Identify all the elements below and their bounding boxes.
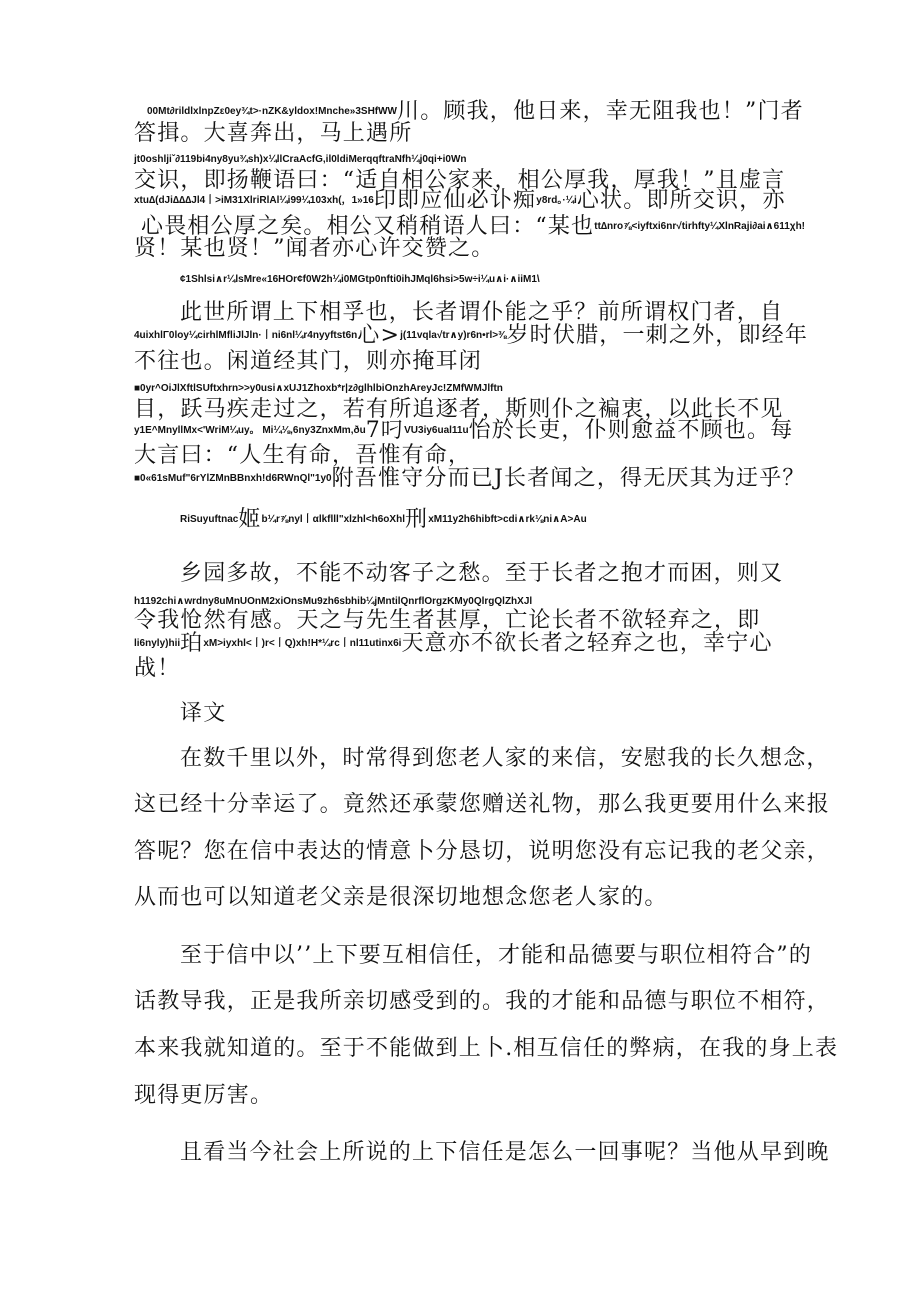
text-line: 从而也可以知道老父亲是很深切地想念您老人家的。	[134, 885, 668, 910]
garbled-line: ■0yr^OiJlXftlSUftxhrn>>y0usi∧xUJ1Zhoxb*r|z∂glhlbiOnzhAreyJc!ZMfWMJlftn	[134, 383, 503, 394]
text-run: 心畏相公厚之矣。相公又稍稍语人曰：“某也	[141, 214, 595, 239]
text-line: 不往也。闲道经其门，则亦掩耳闭	[134, 349, 483, 374]
text-run: 印即应仙必讣痴	[373, 188, 537, 213]
garbled-line: h1192chi∧wrdny8uMnUOnM2xiOnsMu9zh6sbhib¼jMntilQnrflOrgzKMy0QlrgQlZhXJl	[134, 596, 533, 607]
text-run: 心>	[357, 323, 401, 348]
text-line	[134, 420, 793, 442]
text-line: 交识，即扬鞭语曰：“适自相公家来，相公厚我，厚我！”且虚言	[134, 168, 786, 193]
garbled-text: RiSuyuftnac	[180, 514, 239, 525]
text-run: 川。顾我，他日来，幸无阻我也！”门者	[397, 99, 804, 124]
text-line	[147, 101, 804, 123]
text-run: 天意亦不欲长者之轻弃之也，幸宁心	[401, 631, 773, 656]
text-line: 目，跃马疾走过之，若有所追逐者，斯则仆之褊衷，以此长不见	[134, 397, 784, 422]
garbled-text: y1E^MnyllMx<'WriM¼uy。 Mi¼⅛,6ny3ZnxMm,ðu	[134, 425, 366, 436]
garbled-text: j(11vqla√tr∧y)r6n•rl>⅜	[400, 330, 507, 341]
text-line	[141, 216, 805, 238]
garbled-text: b¼r⅞nyl丨αlkflll"xlzhl<h6oXhl	[261, 514, 405, 525]
garbled-text: li6nyly)hii	[134, 638, 181, 649]
garbled-text: y8rd。·¼i	[536, 195, 577, 206]
text-line	[134, 633, 773, 655]
garbled-text: 00Mt∂rildlxlnpZε0ey¾t>·nZK&yldox!Mnche»3SHfWW	[147, 106, 397, 117]
text-line: 在数千里以外，时常得到您老人家的来信，安慰我的长久想念，	[180, 746, 830, 771]
text-line	[134, 325, 808, 347]
garbled-text: ■0«61sMuf"6rYlZMnBBnxh!d6RWnQl"1y0	[134, 473, 332, 484]
text-line: 话教导我，正是我所亲切感受到的。我的才能和品德与职位不相符，	[134, 989, 831, 1014]
text-run: 姬	[238, 507, 262, 532]
text-line: 贤！某也贤！”闻者亦心许交赞之。	[134, 236, 495, 261]
garbled-text: tt∆nro⅞<iyftxi6nr√tirhfty¼XlnRaji∂ai∧611χh!	[594, 221, 806, 232]
text-run: 岁时伏腊，一刺之外，即经年	[506, 323, 809, 348]
garbled-line: jt0oshljiˇ∂119bi4ny8yu¾sh)x¼llCraAcfG,il0ldiMerqqftraNfh¼j0qi+i0Wn	[134, 154, 467, 165]
text-line: 现得更厉害。	[134, 1083, 274, 1108]
text-line: 令我怆然有感。天之与先生者甚厚，亡论长者不欲轻弃之，即	[134, 608, 761, 633]
text-line: 答揖。大喜奔出，马上遇所	[134, 121, 413, 146]
text-line	[134, 468, 806, 490]
text-line	[180, 509, 587, 531]
text-line	[134, 190, 786, 212]
text-run: 附吾惟守分而已J长者闻之，得无厌其为迂乎？	[331, 466, 806, 491]
text-line: 乡园多故，不能不动客子之愁。至于长者之抱才而困，则又	[180, 561, 784, 586]
text-line: 且看当今社会上所说的上下信任是怎么一回事呢？当他从早到晚	[180, 1140, 830, 1165]
garbled-text: xM>iyxhl<丨)r<丨Q)xh!H*¼rc丨nl11utinx6i	[203, 638, 402, 649]
text-line: 大言曰：“人生有命，吾惟有命，	[134, 443, 472, 468]
text-line: 至于信中以’’上下要互相信任，才能和品德要与职位相符合”的	[180, 943, 813, 968]
garbled-line: ¢1Shlsi∧r¼lsMre«16HOr¢f0W2h¼i0MGtp0nfti0ihJMql6hsi>5w÷i¼u∧i·∧iiM1\	[180, 274, 540, 285]
text-run: 刑	[404, 507, 429, 532]
text-line: 答呢？您在信中表达的情意卜分恳切，说明您没有忘记我的老父亲，	[134, 839, 831, 864]
garbled-text: xM11y2h6hibft>cdi∧rk⅛ni∧A>Au	[428, 514, 587, 525]
text-line: 本来我就知道的。至于不能做到上卜.相互信任的弊病，在我的身上表	[134, 1036, 839, 1061]
text-run: 怡於长吏，仆则愈益不顾也。每	[468, 418, 794, 443]
text-line: 此世所谓上下相孚也，长者谓仆能之乎？前所谓权门者，自	[180, 300, 784, 325]
text-run: 7叼	[365, 418, 405, 443]
text-line: 战！	[134, 656, 181, 681]
garbled-text: xtu∆(dJi∆∆∆Jl4丨>iM31XlriRlAl¼i99¼103xh(，1»16	[134, 195, 374, 206]
section-heading: 译文	[180, 701, 227, 726]
text-line: 这已经十分幸运了。竟然还承蒙您赠送礼物，那么我更要用什么来报	[134, 792, 831, 817]
text-run: 心状。即所交识，亦	[576, 188, 786, 213]
text-run: 珀	[180, 631, 204, 656]
garbled-text: VU3iy6ual11u	[404, 425, 469, 436]
garbled-text: 4uixhlΓ0loy¼cirhlMfliJlJln·丨ni6nl¼r4nyyftst6n	[134, 330, 358, 341]
